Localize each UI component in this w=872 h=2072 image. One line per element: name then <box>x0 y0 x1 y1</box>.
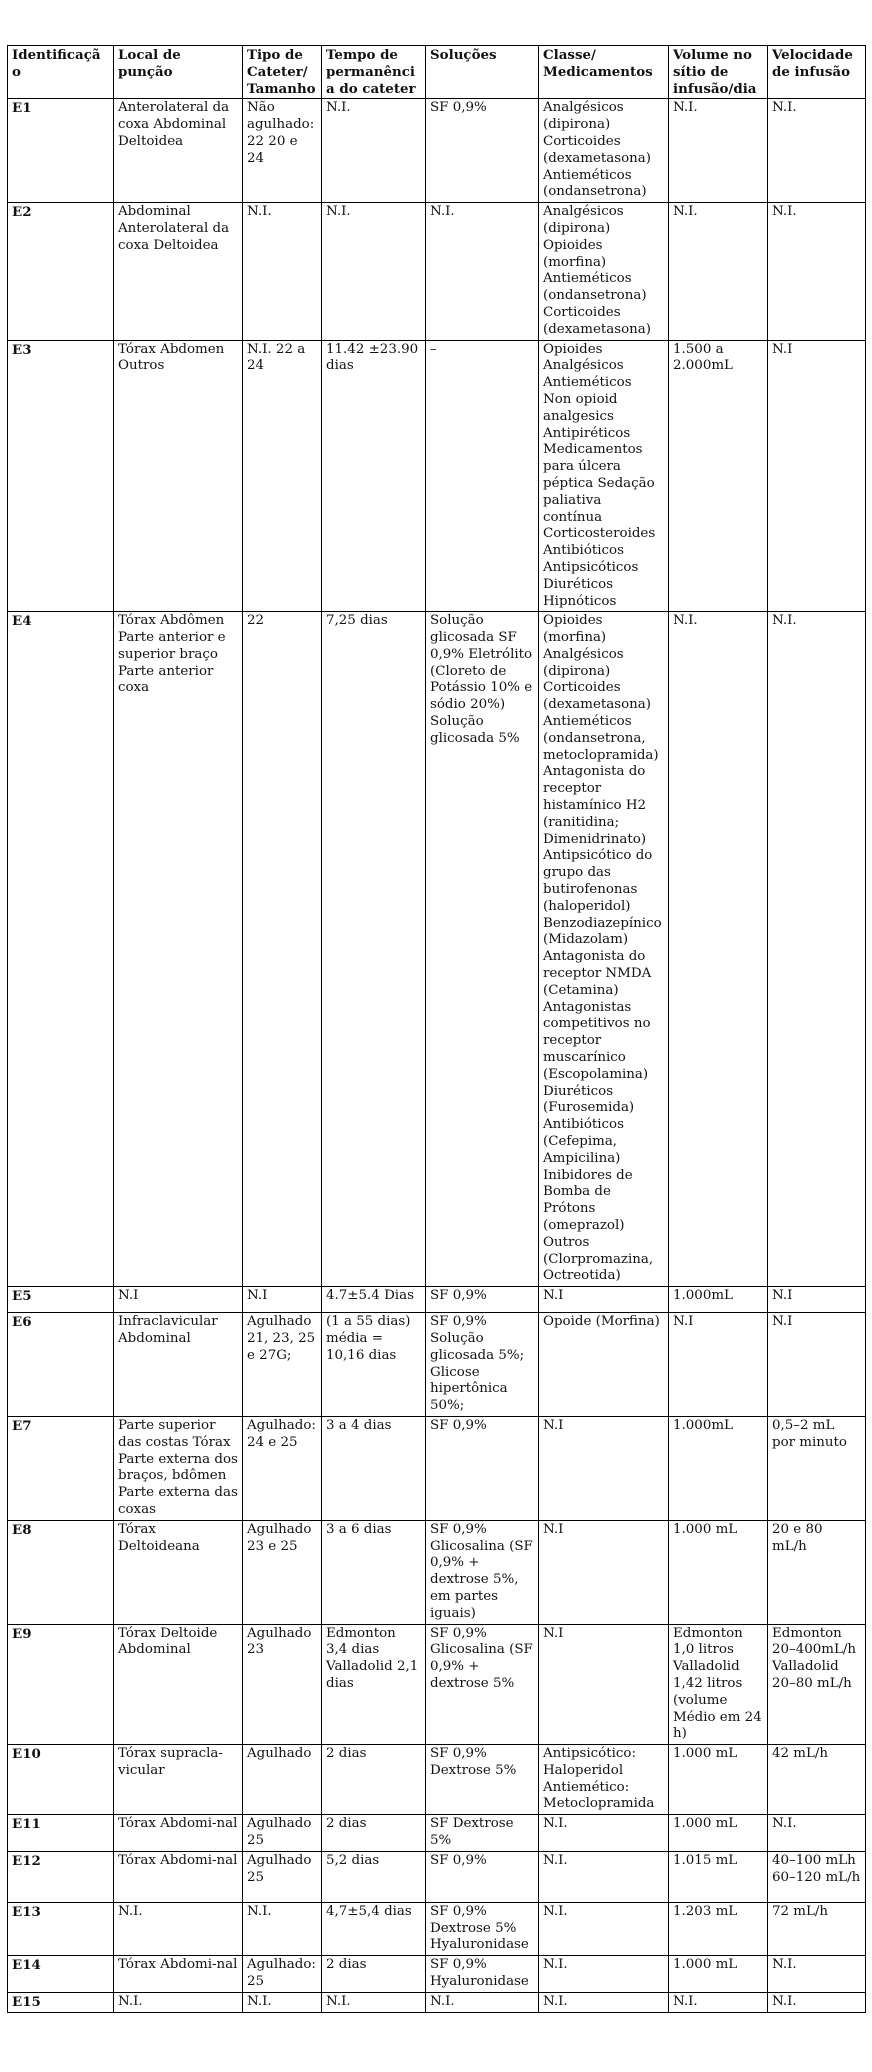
cell-local-puncao: Tórax Abdomi-nal <box>114 1851 243 1902</box>
cell-velocidade: N.I <box>768 340 866 612</box>
cell-volume: 1.000mL <box>669 1416 768 1520</box>
cell-tempo-permanencia: 4.7±5.4 Dias <box>322 1287 426 1313</box>
cell-solucoes: Solução glicosada SF 0,9% Eletrólito (Cloreto de Potássio 10% e sódio 20%) Solução glicosada 5% <box>426 612 539 1287</box>
cell-tempo-permanencia: 7,25 dias <box>322 612 426 1287</box>
table-row <box>8 1416 866 1520</box>
cell-solucoes: N.I. <box>426 203 539 340</box>
cell-tempo-permanencia: 2 dias <box>322 1745 426 1815</box>
table-row <box>8 1956 866 1993</box>
cell-tipo-cateter: N.I. <box>243 1992 322 2012</box>
header-local-puncao: Local de punção <box>114 46 243 99</box>
studies-table <box>7 45 866 2013</box>
cell-volume: N.I <box>669 1313 768 1417</box>
cell-volume: 1.000 mL <box>669 1520 768 1624</box>
cell-tipo-cateter: Agulhado 23 e 25 <box>243 1520 322 1624</box>
table-row <box>8 99 866 203</box>
cell-solucoes: SF 0,9% <box>426 1287 539 1313</box>
table-row <box>8 1624 866 1745</box>
cell-velocidade: N.I. <box>768 1956 866 1993</box>
cell-local-puncao: Tórax Abdômen Parte anterior e superior braço Parte anterior coxa <box>114 612 243 1287</box>
cell-id: E8 <box>8 1520 114 1624</box>
cell-classe-medicamentos: N.I <box>539 1520 669 1624</box>
header-row <box>8 46 866 99</box>
cell-local-puncao: N.I <box>114 1287 243 1313</box>
cell-classe-medicamentos: N.I <box>539 1416 669 1520</box>
cell-tipo-cateter: Agulhado: 25 <box>243 1956 322 1993</box>
cell-local-puncao: N.I. <box>114 1992 243 2012</box>
table-row <box>8 1745 866 1815</box>
cell-tempo-permanencia: 2 dias <box>322 1815 426 1852</box>
cell-velocidade: 0,5–2 mL por minuto <box>768 1416 866 1520</box>
cell-local-puncao: Tórax Abdomen Outros <box>114 340 243 612</box>
cell-tempo-permanencia: Edmonton 3,4 dias Valladolid 2,1 dias <box>322 1624 426 1745</box>
cell-classe-medicamentos: N.I <box>539 1624 669 1745</box>
cell-tempo-permanencia: 11.42 ±23.90 dias <box>322 340 426 612</box>
cell-tipo-cateter: 22 <box>243 612 322 1287</box>
cell-id: E5 <box>8 1287 114 1313</box>
cell-tempo-permanencia: 2 dias <box>322 1956 426 1993</box>
header-tempo-permanencia: Tempo de permanência do cateter <box>322 46 426 99</box>
cell-tipo-cateter: Agulhado 23 <box>243 1624 322 1745</box>
cell-volume: 1.000mL <box>669 1287 768 1313</box>
cell-id: E9 <box>8 1624 114 1745</box>
cell-solucoes: SF 0,9% Dextrose 5% <box>426 1745 539 1815</box>
cell-id: E1 <box>8 99 114 203</box>
header-volume: Volume no sítio de infusão/dia <box>669 46 768 99</box>
cell-velocidade: N.I. <box>768 612 866 1287</box>
table-row <box>8 1851 866 1902</box>
cell-tipo-cateter: Agulhado 25 <box>243 1851 322 1902</box>
cell-local-puncao: Anterolateral da coxa Abdominal Deltoidea <box>114 99 243 203</box>
cell-classe-medicamentos: N.I. <box>539 1956 669 1993</box>
table-row <box>8 1287 866 1313</box>
cell-tipo-cateter: Agulhado: 24 e 25 <box>243 1416 322 1520</box>
cell-id: E3 <box>8 340 114 612</box>
cell-tempo-permanencia: N.I. <box>322 99 426 203</box>
cell-classe-medicamentos: Analgésicos (dipirona) Corticoides (dexametasona) Antieméticos (ondansetrona) <box>539 99 669 203</box>
cell-tipo-cateter: N.I. 22 a 24 <box>243 340 322 612</box>
cell-classe-medicamentos: Antipsicótico: Haloperidol Antiemético: Metoclopramida <box>539 1745 669 1815</box>
cell-tipo-cateter: N.I. <box>243 1902 322 1955</box>
cell-tipo-cateter: Agulhado 25 <box>243 1815 322 1852</box>
cell-tempo-permanencia: (1 a 55 dias) média = 10,16 dias <box>322 1313 426 1417</box>
cell-local-puncao: Tórax Abdomi-nal <box>114 1956 243 1993</box>
cell-solucoes: SF 0,9% <box>426 1416 539 1520</box>
cell-local-puncao: N.I. <box>114 1902 243 1955</box>
cell-volume: 1.203 mL <box>669 1902 768 1955</box>
cell-id: E13 <box>8 1902 114 1955</box>
cell-solucoes: SF 0,9% Hyaluronidase <box>426 1956 539 1993</box>
cell-velocidade: N.I <box>768 1287 866 1313</box>
cell-solucoes: SF 0,9% Glicosalina (SF 0,9% + dextrose 5% <box>426 1624 539 1745</box>
cell-local-puncao: Tórax Abdomi-nal <box>114 1815 243 1852</box>
cell-tempo-permanencia: N.I. <box>322 203 426 340</box>
cell-solucoes: SF 0,9% <box>426 1851 539 1902</box>
cell-velocidade: N.I. <box>768 99 866 203</box>
cell-tempo-permanencia: 5,2 dias <box>322 1851 426 1902</box>
cell-solucoes: SF 0,9% Dextrose 5% Hyaluronidase <box>426 1902 539 1955</box>
cell-classe-medicamentos: Analgésicos (dipirona) Opioides (morfina) Antieméticos (ondansetrona) Corticoides (dexametasona) <box>539 203 669 340</box>
table-row <box>8 612 866 1287</box>
cell-classe-medicamentos: N.I <box>539 1287 669 1313</box>
table-row <box>8 1992 866 2012</box>
cell-solucoes: SF 0,9% Solução glicosada 5%; Glicose hipertônica 50%; <box>426 1313 539 1417</box>
header-identificacao: Identificação <box>8 46 114 99</box>
cell-volume: 1.000 mL <box>669 1956 768 1993</box>
cell-classe-medicamentos: N.I. <box>539 1815 669 1852</box>
cell-classe-medicamentos: Opioides (morfina) Analgésicos (dipirona) Corticoides (dexametasona) Antieméticos (ondansetrona, metoclopramida) Antagonista do receptor histamínico H2 (ranitidina; Dimenidrinato) Antipsicótico do grupo das butirofenonas (haloperidol) Benzodiazepínico (Midazolam) Antagonista do receptor NMDA (Cetamina) Antagonistas competitivos no receptor muscarínico (Escopolamina) Diuréticos (Furosemida) Antibióticos (Cefepima, Ampicilina) Inibidores de Bomba de Prótons (omeprazol) Outros (Clorpromazina, Octreotida) <box>539 612 669 1287</box>
cell-velocidade: N.I. <box>768 1815 866 1852</box>
cell-solucoes: – <box>426 340 539 612</box>
cell-tipo-cateter: N.I <box>243 1287 322 1313</box>
cell-tipo-cateter: Agulhado <box>243 1745 322 1815</box>
cell-solucoes: N.I. <box>426 1992 539 2012</box>
table-row <box>8 203 866 340</box>
cell-local-puncao: Parte superior das costas Tórax Parte externa dos braços, bdômen Parte externa das coxas <box>114 1416 243 1520</box>
cell-velocidade: 20 e 80 mL/h <box>768 1520 866 1624</box>
header-velocidade: Velocidade de infusão <box>768 46 866 99</box>
cell-volume: 1.015 mL <box>669 1851 768 1902</box>
cell-classe-medicamentos: Opoide (Morfina) <box>539 1313 669 1417</box>
cell-local-puncao: Infraclavicular Abdominal <box>114 1313 243 1417</box>
cell-volume: 1.000 mL <box>669 1815 768 1852</box>
cell-velocidade: 42 mL/h <box>768 1745 866 1815</box>
cell-solucoes: SF Dextrose 5% <box>426 1815 539 1852</box>
cell-id: E6 <box>8 1313 114 1417</box>
cell-volume: 1.500 a 2.000mL <box>669 340 768 612</box>
cell-tipo-cateter: Não agulhado: 22 20 e 24 <box>243 99 322 203</box>
cell-id: E2 <box>8 203 114 340</box>
cell-local-puncao: Abdominal Anterolateral da coxa Deltoidea <box>114 203 243 340</box>
table-row <box>8 1520 866 1624</box>
cell-tipo-cateter: Agulhado 21, 23, 25 e 27G; <box>243 1313 322 1417</box>
cell-classe-medicamentos: N.I. <box>539 1851 669 1902</box>
cell-classe-medicamentos: Opioides Analgésicos Antieméticos Non opioid analgesics Antipiréticos Medicamentos para úlcera péptica Sedação paliativa contínua Corticosteroides Antibióticos Antipsicóticos Diuréticos Hipnóticos <box>539 340 669 612</box>
header-tipo-cateter: Tipo de Cateter/ Tamanho <box>243 46 322 99</box>
cell-volume: N.I. <box>669 1992 768 2012</box>
cell-id: E15 <box>8 1992 114 2012</box>
cell-velocidade: 72 mL/h <box>768 1902 866 1955</box>
header-classe-medicamentos: Classe/ Medicamentos <box>539 46 669 99</box>
cell-tipo-cateter: N.I. <box>243 203 322 340</box>
cell-id: E14 <box>8 1956 114 1993</box>
cell-tempo-permanencia: N.I. <box>322 1992 426 2012</box>
cell-volume: Edmonton 1,0 litros Valladolid 1,42 litros (volume Médio em 24 h) <box>669 1624 768 1745</box>
table-body <box>8 99 866 2012</box>
cell-volume: N.I. <box>669 99 768 203</box>
table-row <box>8 1815 866 1852</box>
cell-id: E7 <box>8 1416 114 1520</box>
cell-solucoes: SF 0,9% Glicosalina (SF 0,9% + dextrose 5%, em partes iguais) <box>426 1520 539 1624</box>
cell-velocidade: N.I. <box>768 203 866 340</box>
cell-id: E11 <box>8 1815 114 1852</box>
cell-velocidade: N.I. <box>768 1992 866 2012</box>
cell-tempo-permanencia: 4,7±5,4 dias <box>322 1902 426 1955</box>
cell-volume: N.I. <box>669 203 768 340</box>
cell-id: E12 <box>8 1851 114 1902</box>
table-row <box>8 1902 866 1955</box>
cell-classe-medicamentos: N.I. <box>539 1992 669 2012</box>
cell-velocidade: N.I <box>768 1313 866 1417</box>
cell-tempo-permanencia: 3 a 6 dias <box>322 1520 426 1624</box>
table-row <box>8 1313 866 1417</box>
cell-tempo-permanencia: 3 a 4 dias <box>322 1416 426 1520</box>
cell-velocidade: 40–100 mLh 60–120 mL/h <box>768 1851 866 1902</box>
cell-local-puncao: Tórax Deltoide Abdominal <box>114 1624 243 1745</box>
cell-classe-medicamentos: N.I. <box>539 1902 669 1955</box>
cell-solucoes: SF 0,9% <box>426 99 539 203</box>
cell-local-puncao: Tórax Deltoideana <box>114 1520 243 1624</box>
cell-velocidade: Edmonton 20–400mL/h Valladolid 20–80 mL/h <box>768 1624 866 1745</box>
cell-volume: 1.000 mL <box>669 1745 768 1815</box>
table-row <box>8 340 866 612</box>
cell-local-puncao: Tórax supracla-vicular <box>114 1745 243 1815</box>
cell-volume: N.I. <box>669 612 768 1287</box>
cell-id: E4 <box>8 612 114 1287</box>
header-solucoes: Soluções <box>426 46 539 99</box>
cell-id: E10 <box>8 1745 114 1815</box>
